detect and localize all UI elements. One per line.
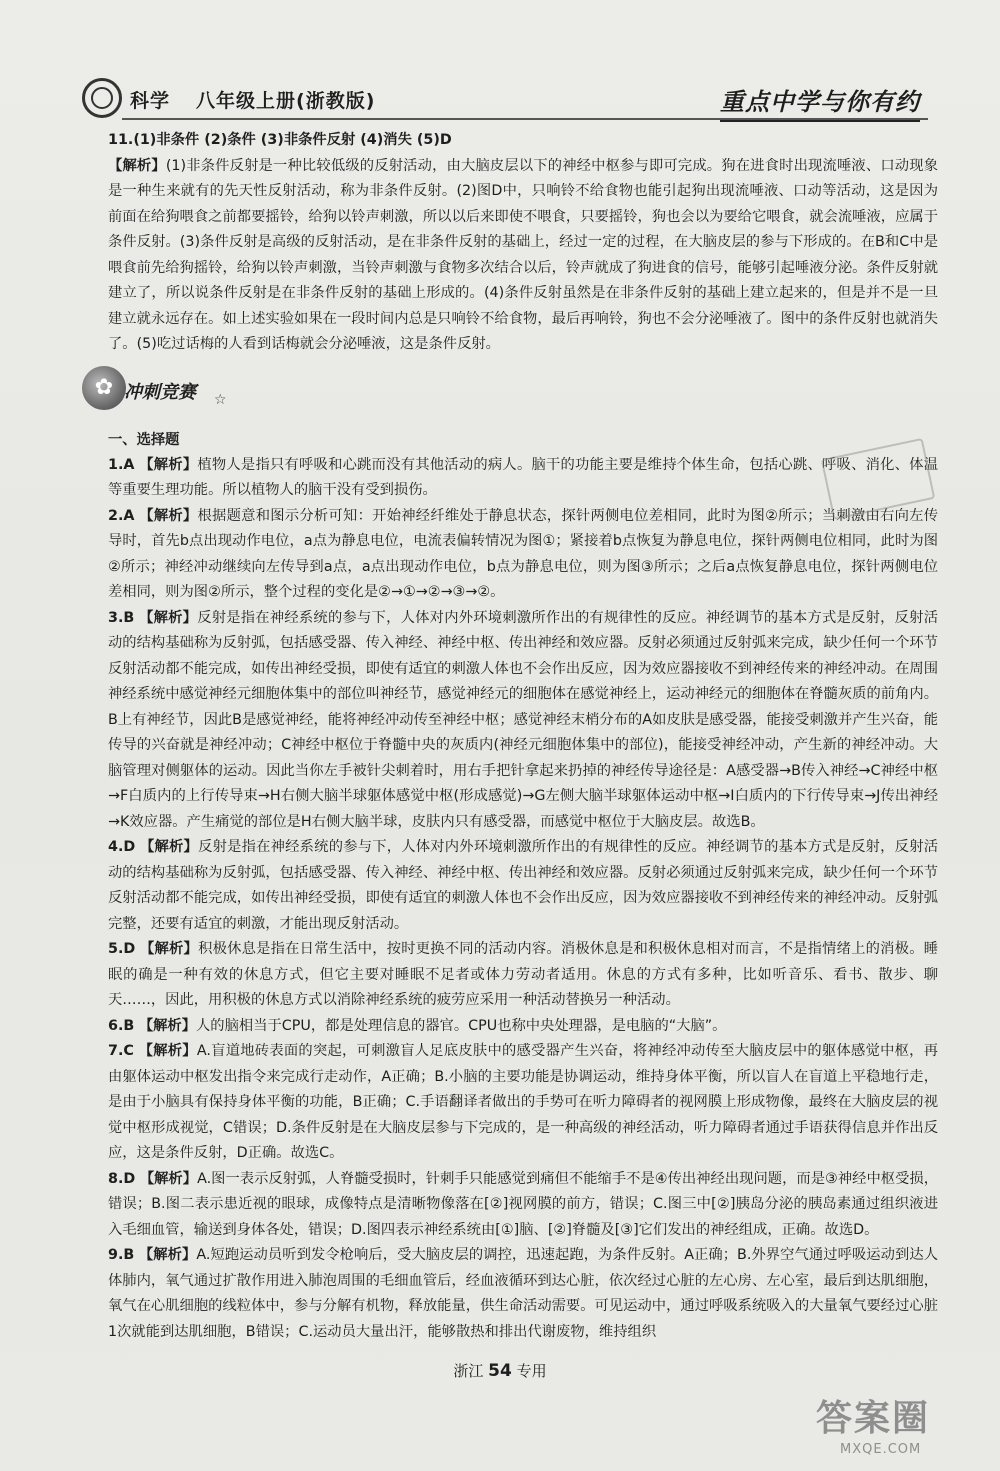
analysis-text: 根据题意和图示分析可知：开始神经纤维处于静息状态，探针两侧电位差相同，此时为图②所示；当刺激由右向左传导时，首先b点出现动作电位，a点为静息电位，电流表偏转情况为图①；紧接着b点恢复为静息电位，探针两侧电位相同，此时为图②所示；神经冲动继续向左传导到a点，a点出现动作电位，b点为静息电位，则为图③所示；之后a点恢复静息电位，探针两侧电位差相同，则为图②所示，整个过程的变化是②→①→②→③→②。 xyxy=(108,507,939,600)
analysis-label: 【解析】 xyxy=(139,507,198,524)
answer-item xyxy=(108,1167,938,1244)
analysis-label: 【解析】 xyxy=(139,456,198,473)
analysis-label: 【解析】 xyxy=(138,1017,197,1034)
answer-key: 1.A xyxy=(108,456,135,473)
section-heading: 一、选择题 xyxy=(108,431,180,448)
analysis-text: A.图一表示反射弧，人脊髓受损时，针刺手只能感觉到痛但不能缩手不是④传出神经出现问题，而是③神经中枢受损，错误；B.图二表示患近视的眼球，成像特点是清晰物像落在[②]视网膜的前方，错误；C.图三中[②]胰岛分泌的胰岛素通过组织液进入毛细血管，输送到身体各处，错误；D.图四表示神经系统由[①]脑、[②]脊髓及[③]它们发出的神经组成，正确。故选D。 xyxy=(108,1170,939,1238)
logo-url: MXQE.COM xyxy=(840,1442,922,1457)
analysis-label: 【解析】 xyxy=(140,941,199,957)
answer-key: 7.C xyxy=(108,1043,134,1059)
book-title xyxy=(130,86,375,113)
logo-text: 答案圈 xyxy=(816,1398,931,1439)
answer-item xyxy=(108,835,938,937)
school-emblem-icon xyxy=(82,78,122,118)
leaf-badge-icon: ✿ xyxy=(82,366,126,410)
footer-suffix: 专用 xyxy=(516,1362,547,1380)
analysis-label: 【解析】 xyxy=(139,1170,198,1187)
grade-label: 八年级上册(浙教版) xyxy=(196,90,376,112)
answer-key: 2.A xyxy=(108,507,135,524)
subject-label: 科学 xyxy=(130,90,171,112)
header-divider xyxy=(122,118,928,120)
series-title: 重点中学与你有约 xyxy=(720,82,920,122)
analysis-text: A.盲道地砖表面的突起，可刺激盲人足底皮肤中的感受器产生兴奋，将神经冲动传至大脑皮层中的躯体感觉中枢，再由躯体运动中枢发出指令来完成行走动作，A正确；B.小脑的主要功能是协调运动，维持身体平衡，所以盲人在盲道上平稳地行走，是由于小脑具有保持身体平衡的功能，B正确；C.手语翻译者做出的手势可在听力障碍者的视网膜上形成物像，最终在大脑皮层的视觉中枢形成视觉，C错误；D.条件反射是在大脑皮层参与下完成的，是一种高级的神经活动，听力障碍者通过手语获得信息并作出反应，这是条件反射，D正确。故选C。 xyxy=(108,1043,938,1161)
footer-prefix: 浙江 xyxy=(453,1362,484,1380)
analysis-label: 【解析】 xyxy=(139,609,198,626)
answer-key: 6.B xyxy=(108,1017,135,1034)
analysis-text: 反射是指在神经系统的参与下，人体对内外环境刺激所作出的有规律性的反应。神经调节的基本方式是反射，反射活动的结构基础称为反射弧，包括感受器、传入神经、神经中枢、传出神经和效应器。反射必须通过反射弧来完成，缺少任何一个环节反射活动都不能完成，如传出神经受损，即使有适宜的刺激人体也不会作出反应，因为效应器接收不到神经传来的神经冲动。反射弧完整，还要有适宜的刺激，才能出现反射活动。 xyxy=(108,839,939,932)
answer-item xyxy=(108,453,938,504)
answer-item xyxy=(108,1039,938,1167)
competition-title: 冲刺竞赛 xyxy=(124,381,196,403)
star-icon: ☆ xyxy=(214,391,227,408)
question-11-analysis: 【解析】(1)非条件反射是一种比较低级的反射活动，由大脑皮层以下的神经中枢参与即可完成。狗在进食时出现流唾液、口动现象是一种生来就有的先天性反射活动，称为非条件反射。(2)图D中，只响铃不给食物也能引起狗出现流唾液、口动等活动，这是因为前面在给狗喂食之前都要摇铃，给狗以铃声刺激，所以以后来即使不喂食，只要摇铃，狗也会以为要给它喂食，就会流唾液，应属于条件反射。(3)条件反射是高级的反射活动，是在非条件反射的基础上，经过一定的过程，在大脑皮层的参与下形成的。在B和C中是喂食前先给狗摇铃，给狗以铃声刺激，当铃声刺激与食物多次结合以后，铃声就成了狗进食的信号，能够引起唾液分泌。条件反射就建立了，所以说条件反射是在非条件反射的基础上形成的。(4)条件反射虽然是在非条件反射的基础上建立起来的，但是并不是一旦建立就永远存在。如上述实验如果在一段时间内总是只响铃不给食物，最后再响铃，狗也不会分泌唾液了。图中的条件反射也就消失了。(5)吃过话梅的人看到话梅就会分泌唾液，这是条件反射。 xyxy=(108,157,939,352)
page-footer xyxy=(0,1360,1000,1381)
site-watermark-logo xyxy=(810,1390,970,1470)
analysis-label: 【解析】 xyxy=(138,1043,197,1059)
answer-list xyxy=(108,453,938,1346)
analysis-text: A.短跑运动员听到发令枪响后，受大脑皮层的调控，迅速起跑，为条件反射。A正确；B.外界空气通过呼吸运动到达人体肺内，氧气通过扩散作用进入肺泡周围的毛细血管后，经血液循环到达心脏，依次经过心脏的左心房、左心室，最后到达肌细胞，氧气在心肌细胞的线粒体中，参与分解有机物，释放能量，供生命活动需要。可见运动中，通过呼吸系统吸入的大量氧气要经过心脏1次就能到达肌细胞，B错误；C.运动员大量出汗，能够散热和排出代谢废物，维持组织 xyxy=(108,1247,939,1340)
analysis-text: 植物人是指只有呼吸和心跳而没有其他活动的病人。脑干的功能主要是维持个体生命，包括心跳、呼吸、消化、体温等重要生理功能。所以植物人的脑干没有受到损伤。 xyxy=(108,456,938,498)
answer-key: 4.D xyxy=(108,839,136,855)
answer-content xyxy=(94,128,939,1345)
analysis-text: 积极休息是指在日常生活中，按时更换不同的活动内容。消极休息是和积极休息相对而言，不是指情绪上的消极。睡眠的确是一种有效的休息方式，但它主要对睡眠不足者或体力劳动者适用。休息的方式有多种，比如听音乐、看书、散步、聊天……，因此，用积极的休息方式以消除神经系统的疲劳应采用一种活动替换另一种活动。 xyxy=(108,941,939,1008)
answer-key: 5.D xyxy=(108,941,136,957)
answer-key: 8.D xyxy=(108,1170,136,1187)
answer-item xyxy=(108,1243,938,1345)
analysis-text: 人的脑相当于CPU，都是处理信息的器官。CPU也称中央处理器，是电脑的“大脑”。 xyxy=(196,1017,727,1034)
answer-item xyxy=(108,1014,938,1040)
answer-item xyxy=(108,504,938,606)
analysis-label: 【解析】 xyxy=(138,1247,197,1263)
answer-item xyxy=(108,937,938,1014)
competition-section-banner xyxy=(94,362,938,424)
analysis-label: 【解析】 xyxy=(140,839,199,855)
answer-key: 3.B xyxy=(108,609,135,626)
analysis-text: 反射是指在神经系统的参与下，人体对内外环境刺激所作出的有规律性的反应。神经调节的基本方式是反射，反射活动的结构基础称为反射弧，包括感受器、传入神经、神经中枢、传出神经和效应器。反射必须通过反射弧来完成，缺少任何一个环节反射活动都不能完成，如传出神经受损，即使有适宜的刺激人体也不会作出反应，因为效应器接收不到神经传来的神经冲动。在周围神经系统中感觉神经元细胞体集中的部位叫神经节，感觉神经元的细胞体在感觉神经上，运动神经元的细胞体在脊髓灰质的前角内。B上有神经节，因此B是感觉神经，能将神经冲动传至神经中枢；感觉神经末梢分布的A如皮肤是感受器，能接受刺激并产生兴奋，能传导的兴奋就是神经冲动；C神经中枢位于脊髓中央的灰质内(神经元细胞体集中的部位)，能接受神经冲动，产生新的神经冲动。大脑管理对侧躯体的运动。因此当你左手被针尖刺着时，用右手把针拿起来扔掉的神经传导途径是：A感受器→B传入神经→C神经中枢→F白质内的上行传导束→H右侧大脑半球躯体感觉中枢(形成感觉)→G左侧大脑半球躯体运动中枢→I白质内的下行传导束→J传出神经→K效应器。产生痛觉的部位是H右侧大脑半球，皮肤内只有感受器，而感觉中枢位于大脑皮层。故选B。 xyxy=(108,609,939,830)
page-header xyxy=(78,72,928,130)
answer-key: 9.B xyxy=(108,1247,135,1263)
answer-item xyxy=(108,606,938,836)
question-11-answer: 11.(1)非条件 (2)条件 (3)非条件反射 (4)消失 (5)D xyxy=(108,132,452,148)
page-number: 54 xyxy=(488,1361,512,1381)
